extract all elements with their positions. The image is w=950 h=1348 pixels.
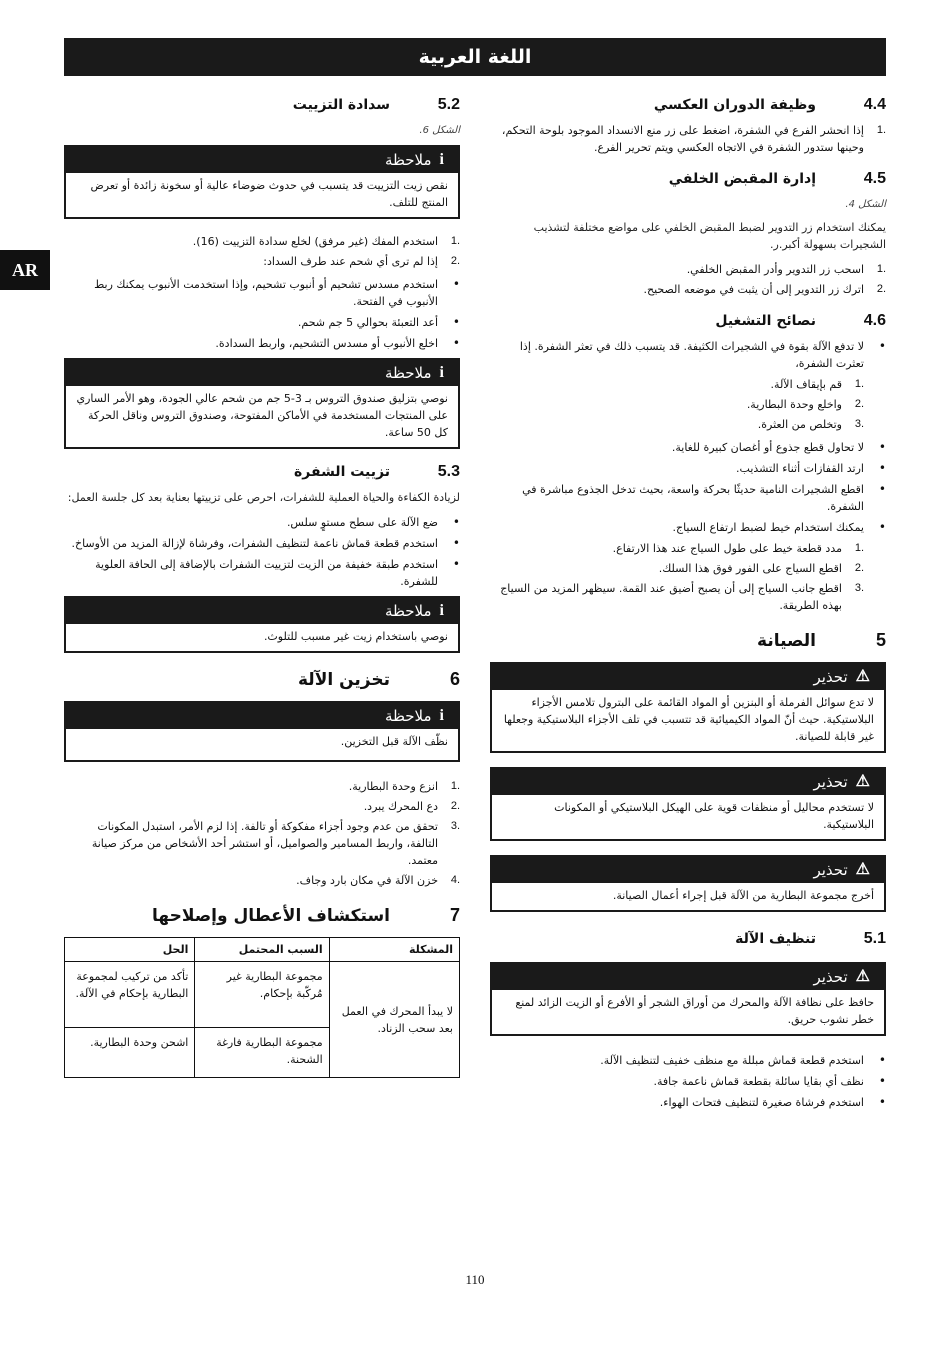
section-7-heading [64,907,460,925]
note-label: ملاحظة [384,364,432,382]
list-item: • ضع الآلة على سطح مستوٍ سلس. [286,515,460,529]
warning-label: تحذير [813,968,848,986]
figure-reference: الشكل 6. [419,125,460,136]
section-title: سدادة التزييت [292,97,390,113]
section-title: نصائح التشغيل [715,313,816,329]
item-number: .1 [854,542,864,554]
table-row [65,962,460,1028]
note-header [66,703,458,729]
section-number: 6 [449,669,460,689]
item-number: .1 [876,263,886,275]
section-number: 7 [449,905,460,925]
bullet-list [64,276,460,352]
item-number: .1 [450,780,460,792]
warning-box [490,767,886,841]
item-number: .1 [854,378,864,390]
column-header: السبب المحتمل [195,938,329,962]
list-item: • استخدم قطعة قماش ناعمة لتنظيف الشفرات، وفرشاة لإزالة المزيد من الأوساخ. [71,536,460,550]
section-title: تنظيف الآلة [735,931,816,947]
bullet-list [490,1052,886,1111]
item-text: إذا انحشر الفرع في الشفرة، اضغط على زر منع الانسداد الموجود بلوحة التحكم، وحينها ستدور الشفرة في الاتجاه العكسي ويتم تحرير الفرع. [501,124,864,154]
warning-label: تحذير [813,668,848,686]
paragraph: يمكنك استخدام زر التدوير لضبط المقبض الخلفي على مواضع مختلفة لتشذيب الشجيرات بسهولة أكبر.ر. [533,221,886,251]
list-item [64,778,460,795]
list-item [490,560,864,577]
warning-label: تحذير [813,861,848,879]
info-icon: i [439,707,444,724]
section-title: تزييت الشفرة [294,464,390,480]
item-number: .2 [854,562,864,574]
numbered-sublist [490,540,864,614]
note-label: ملاحظة [384,707,432,725]
section-title: استكشاف الأعطال وإصلاحها [151,906,390,926]
bullet-list [490,338,886,372]
list-item: • استخدم فرشاة صغيرة لتنظيف فتحات الهواء. [659,1095,886,1109]
warning-triangle-icon: ⚠ [855,861,870,878]
warning-triangle-icon: ⚠ [855,668,870,685]
section-5-heading [490,632,886,650]
item-text: تحقق من عدم وجود أجزاء مفكوكة أو تالفة. إذا لزم الأمر، استبدل المكونات التالفة، واربط المسامير والصواميل، أو استشر أحد الأشخاص من مركز صيانة معتمد. [91,820,438,867]
item-number: .3 [450,820,460,832]
note-header [66,598,458,624]
numbered-list [490,261,886,298]
list-item: • استخدم طبقة خفيفة من الزيت لتزييت الشفرات بالإضافة إلى الحافة العلوية للشفرة. [64,556,460,590]
warning-triangle-icon: ⚠ [855,773,870,790]
list-item: • لا تحاول قطع جذوع أو أغصان كبيرة للغاية. [671,440,886,454]
item-text: استخدم قطعة قماش ناعمة لتنظيف الشفرات، وفرشاة لإزالة المزيد من الأوساخ. [71,537,438,550]
item-text: استخدم طبقة خفيفة من الزيت لتزييت الشفرات بالإضافة إلى الحافة العلوية للشفرة. [95,558,438,588]
warning-text: حافظ على نظافة الآلة والمحرك من أوراق الشجر أو الأفرع أو الزيت الزائد لمنع خطر نشوب حريق. [515,996,874,1026]
item-number: .2 [450,800,460,812]
warning-label: تحذير [813,773,848,791]
item-text: اترك زر التدوير إلى أن يثبت في موضعه الصحيح. [643,283,864,296]
list-item: • يمكنك استخدام خيط لضبط ارتفاع السياج. [672,520,886,534]
info-icon: i [439,151,444,168]
list-item: • ارتد القفازات أثناء التشذيب. [736,461,886,475]
item-number: .4 [450,874,460,886]
item-text: إذا لم ترى أي شحم عند طرف السداد: [263,255,438,268]
section-title: وظيفة الدوران العكسي [653,97,816,113]
section-5-1-heading [490,930,886,948]
note-label: ملاحظة [384,151,432,169]
section-4-5-heading [490,170,886,188]
list-item [64,872,460,889]
note-text: نقص زيت التزييت قد يتسبب في حدوث ضوضاء عالية أو سخونة زائدة أو تعرض المنتج للتلف. [90,179,448,209]
item-text: نظف أي بقايا سائلة بقطعة قماش ناعمة جافة. [653,1075,864,1088]
warning-text: لا تستخدم محاليل أو منظفات قوية على الهيكل البلاستيكي أو المكونات البلاستيكية. [554,801,874,831]
list-item: • استخدم مسدس تشحيم أو أنبوب تشحيم، وإذا استخدمت الأنبوب يمكنك ربط الأنبوب في الفتحة. [64,276,460,310]
troubleshooting-table [64,937,460,1078]
column-header: المشكلة [329,938,459,962]
section-number: 5.1 [863,930,886,947]
warning-triangle-icon: ⚠ [855,968,870,985]
table-cell-fix: اشحن وحدة البطارية. [65,1028,195,1078]
warning-text: أخرج مجموعة البطارية من الآلة قبل إجراء أعمال الصيانة. [612,889,874,902]
warning-header [492,964,884,990]
item-number: .1 [876,124,886,136]
item-text: استخدم المفك (غير مرفق) لخلع سدادة التزييت (16). [192,235,438,248]
note-label: ملاحظة [384,602,432,620]
section-4-6-heading [490,312,886,330]
item-text: اقطع السياج على الفور فوق هذا السلك. [658,562,842,575]
item-text: خزن الآلة في مكان بارد وجاف. [296,874,438,887]
list-item [490,540,864,557]
item-text: اقطع جانب السياج إلى أن يصبح أضيق عند القمة. سيظهر المزيد من السياج بهذه الطريقة. [500,582,842,612]
item-text: دع المحرك يبرد. [363,800,438,813]
note-text: نظّف الآلة قبل التخزين. [340,735,448,748]
info-icon: i [439,364,444,381]
section-5-3-heading [64,463,460,481]
list-item [64,233,460,250]
note-header [66,360,458,386]
list-item [490,416,864,433]
warning-box [490,855,886,912]
item-number: .2 [450,255,460,267]
note-box [64,358,460,449]
section-5-2-heading [64,96,460,114]
right-column [490,88,886,1115]
language-tab: AR [0,250,50,290]
left-column [64,88,460,1078]
item-number: .2 [876,283,886,295]
item-text: ارتد القفازات أثناء التشذيب. [736,462,864,475]
list-item: • نظف أي بقايا سائلة بقطعة قماش ناعمة جافة. [653,1074,886,1088]
section-number: 5.2 [437,96,460,113]
list-item [64,253,460,270]
note-box [64,701,460,762]
info-icon: i [439,602,444,619]
page-number: 110 [465,1272,485,1287]
item-number: .3 [854,418,864,430]
warning-box [490,662,886,753]
item-text: واخلع وحدة البطارية. [746,398,842,411]
section-number: 4.5 [863,170,886,187]
table-cell-fix: تأكد من تركيب لمجموعة البطارية بإحكام في الآلة. [65,962,195,1028]
warning-box [490,962,886,1036]
numbered-list [64,233,460,270]
note-header [66,147,458,173]
item-text: لا تحاول قطع جذوع أو أغصان كبيرة للغاية. [671,441,864,454]
section-title: تخزين الآلة [298,670,390,690]
numbered-list [490,122,886,156]
list-item: • اخلع الأنبوب أو مسدس التشحيم، واربط السدادة. [215,336,460,350]
list-item [64,798,460,815]
item-text: انزع وحدة البطارية. [348,780,438,793]
item-text: مدد قطعة خيط على طول السياج عند هذا الارتفاع. [612,542,842,555]
item-text: اسحب زر التدوير وأدر المقبض الخلفي. [686,263,864,276]
list-item: • اقطع الشجيرات النامية حديثًا بحركة واسعة، بحيث تدخل الجذوع مباشرة في الشفرة. [490,481,886,515]
section-number: 5 [875,630,886,650]
item-text: وتخلص من العثرة. [757,418,842,431]
item-text: لا تدفع الآلة بقوة في الشجيرات الكثيفة. قد يتسبب ذلك في تعثر الشفرة. إذا تعثرت الشفرة، [519,340,864,370]
paragraph: لزيادة الكفاءة والحياة العملية للشفرات، احرص على تزييتها بعناية بعد كل جلسة العمل: [67,491,460,504]
section-6-heading [64,671,460,689]
warning-header [492,769,884,795]
section-number: 4.4 [863,96,886,113]
note-text: نوصي باستخدام زيت غير مسبب للتلوث. [263,630,448,643]
note-box [64,145,460,219]
table-cell-cause: مجموعة البطارية فارغة الشحنة. [195,1028,329,1078]
item-number: .1 [450,235,460,247]
list-item: • أعد التعبئة بحوالي 5 جم شحم. [297,315,460,329]
table-cell-cause: مجموعة البطارية غير مُركّبة بإحكام. [195,962,329,1028]
list-item [490,580,864,614]
warning-text: لا تدع سوائل الفرملة أو البنزين أو المواد القائمة على البترول تلامس الأجزاء البلاستيكية. حيث أنّ المواد الكيميائية قد تتسبب في تلف الأجزاء البلاستيكية وجعلها غير قابلة للصيانة. [503,696,874,743]
bullet-list [490,439,886,536]
section-title: إدارة المقبض الخلفي [668,171,816,187]
list-item: • استخدم قطعة قماش مبللة مع منظف خفيف لتنظيف الآلة. [600,1053,886,1067]
warning-header [492,857,884,883]
section-title: الصيانة [757,631,816,651]
list-item [490,261,886,278]
item-number: .3 [854,582,864,594]
item-text: يمكنك استخدام خيط لضبط ارتفاع السياج. [672,521,864,534]
list-item [490,376,864,393]
item-text: استخدم مسدس تشحيم أو أنبوب تشحيم، وإذا استخدمت الأنبوب يمكنك ربط الأنبوب في الفتحة. [94,278,438,308]
item-text: استخدم فرشاة صغيرة لتنظيف فتحات الهواء. [659,1096,864,1109]
note-text: نوصي بتزليق صندوق التروس بـ 3-5 جم من شحم عالي الجودة، وهو الأمر الساري على المنتجات المستخدمة في الأماكن المفتوحة، وصندوق التروس وناقل الحركة كل 50 ساعة. [76,392,448,439]
item-text: اخلع الأنبوب أو مسدس التشحيم، واربط السدادة. [215,337,438,350]
list-item [64,818,460,869]
section-4-4-heading [490,96,886,114]
section-number: 5.3 [437,463,460,480]
list-item [490,281,886,298]
item-text: قم بإيقاف الآلة. [770,378,842,391]
page-title-banner: اللغة العربية [64,38,886,76]
list-item [490,396,864,413]
table-header-row [65,938,460,962]
note-box [64,596,460,653]
item-text: اقطع الشجيرات النامية حديثًا بحركة واسعة، بحيث تدخل الجذوع مباشرة في الشفرة. [522,483,864,513]
item-number: .2 [854,398,864,410]
numbered-list [64,778,460,889]
list-item [490,122,886,156]
warning-header [492,664,884,690]
column-header: الحل [65,938,195,962]
bullet-list [64,514,460,590]
section-number: 4.6 [863,312,886,329]
figure-reference: الشكل 4. [845,199,886,210]
table-cell-problem: لا يبدأ المحرك في العمل بعد سحب الزناد. [329,962,459,1078]
item-text: أعد التعبئة بحوالي 5 جم شحم. [297,316,438,329]
numbered-sublist [490,376,864,433]
item-text: استخدم قطعة قماش مبللة مع منظف خفيف لتنظيف الآلة. [600,1054,864,1067]
item-text: ضع الآلة على سطح مستوٍ سلس. [286,516,438,529]
list-item: • لا تدفع الآلة بقوة في الشجيرات الكثيفة. قد يتسبب ذلك في تعثر الشفرة. إذا تعثرت الشفرة، [490,338,886,372]
